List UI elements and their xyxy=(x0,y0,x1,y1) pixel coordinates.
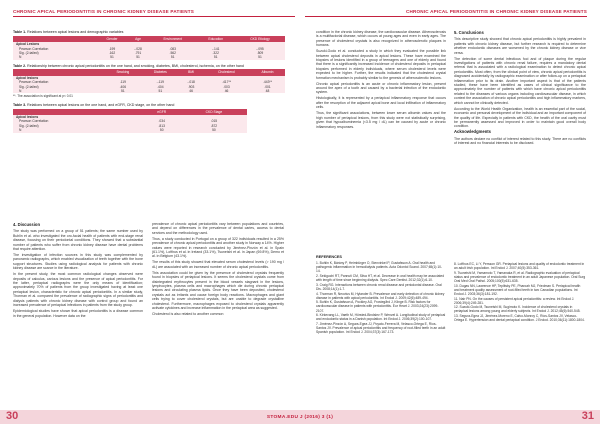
table-cell: 51 xyxy=(127,55,149,59)
table-cell: .404 xyxy=(141,85,179,89)
paragraph: According to the World Health Organization, health is an essential part of the social, economic and personal development of the individual and an important component of the quality of life. Especially in patients with CKD, the health of the oral cavity must be permanently assessed and improved in order to maintain good overall body condition. xyxy=(454,106,586,129)
table-cell: .562 xyxy=(149,51,196,55)
table1-caption: Table 1. Relations between apical lesions and demographic variables xyxy=(13,30,124,34)
table-header-cell: Albumin xyxy=(250,69,285,75)
discussion-col-2 xyxy=(152,222,284,318)
table-cell: .903 xyxy=(179,85,203,89)
header-rule xyxy=(305,16,587,17)
table-row xyxy=(13,128,247,132)
table-header-cell: eGFR xyxy=(142,109,180,115)
table-row xyxy=(13,89,285,93)
table-cell: .199 xyxy=(97,47,127,51)
page-number: 31 xyxy=(581,410,594,422)
running-header: CHRONIC APICAL PERIODONTITIS IN CHRONIC KIDNEY DISEASE PATIENTS xyxy=(405,9,587,14)
journal-citation: STOMA.EDU J (2016) 3 (1) xyxy=(266,415,334,420)
table-cell: 46 xyxy=(203,89,250,93)
header-rule xyxy=(13,16,295,17)
paragraph: Chronic apical periodontitis is an acute or chronic inflammatory lesion, present around the apex of a tooth and caused by a bacterial infection of the endodontic system. xyxy=(316,81,446,95)
table-cell: -.141 xyxy=(196,47,235,51)
paragraph: condition in the chronic kidney disease, the cardiovascular disease. Atherosclerosis is a multifactorial disease, which occurs at young ages and even in early ages. The presence of cholesterol crystals is also recognized in atherosclerotic plaques in humans. xyxy=(316,30,446,48)
table-cell: .813 xyxy=(142,124,180,128)
table2-caption: Table 2. Relationship between chronic apical periodontitis on the one hand, and smoking, diabetes, BMI, cholesterol, ischemia, on the other hand xyxy=(13,63,244,68)
reference-item: 1. Buhlin K, Bárány P, Heimbürger O, Stenvinkel P, Gustafsson A. Oral health and pathogenic inflammation in hemodialysis patients. Acta Odontol Scand. 2007;65(1):10-14. xyxy=(316,261,443,274)
paragraph: Thus, the significant associations, between lower serum albumin values and the high number of periapical lesions, from this study were not statistically surprising, given that hypoalbuminemia (<3.5 mg / dL) can be caused by acute or chronic inflammatory responses. xyxy=(316,111,446,129)
table-cell: .509 xyxy=(235,51,285,55)
table-cell: N xyxy=(13,128,142,132)
reference-item: 13. Segura-Egea JJ, Jiménez-Moreno E, Calvo-Monroy C, Ríos-Santos JV, Velasco-Ortega E. Hypertension and dental periapical condition. J Endod. 2010;36(11):1800-1804. xyxy=(454,314,585,323)
reference-item: 2. Sekiguchi RT, Pannuti CM, Silva HT, et al. Decrease in oral health may be associated with length of time since beginning dialysis. Spec Care Dentist. 2012;32(1):6-10. xyxy=(316,273,445,283)
table-cell: .034 xyxy=(142,119,180,123)
reference-item: 11. Nair PN. On the causes of persistent apical periodontitis: a review. Int Endod J. 2006;39(4):249-281. xyxy=(454,296,575,305)
reference-item: 4. Thorman R, Neovius M, Hylander B. Prevalence and early detection of chronic kidney disease in patients with apical periodontitis. Int Endod J. 2009;42(6):489-494. xyxy=(316,291,445,300)
reference-item: 9. Tsuneishi M, Yamamoto T, Yamanaka R, et al. Radiographic evaluation of periapical status and prevalence of endodontic treatment in an adult Japanese population. Oral Surg Oral Med Oral Pathol. 2005;100(5):631-635. xyxy=(454,270,586,283)
table-cell: 50 xyxy=(142,128,180,132)
paragraph: This association could be given by the presence of cholesterol crystals frequently found in biopsies of periapical lesions. It seems the cholesterol crystals come from disintegrated erythrocytes present in the blood vessels stagnant in the lesions, lymphocytes, plasma cells and macrophages which die during chronic periapical lesions and circulating plasma lipids. Once they have been deposited, cholesterol crystals act as irritants and cause foreign body reactions. Macrophages and giant cells trying to cover cholesterol crystals, but are unable to degrade crystalline cholesterol. Furthermore, macrophages exposed to cholesterol crystals apparently activate cytokines and increase inflammation in the periapical area as suggested. xyxy=(152,270,284,311)
reference-item: 5. Buhlin K, Gustafsson A, Pockley AG, Frostegård J, Klinge B. Risk factors for cardiovascular disease in patients with periodontitis. Eur Heart J. 2003;24(23):2099-2107. xyxy=(316,300,439,313)
table-cell: -.119 xyxy=(141,80,179,84)
table-cell: .015 xyxy=(181,119,247,123)
table-cell: -.095 xyxy=(235,47,285,51)
discussion-col-1 xyxy=(13,222,143,320)
table3 xyxy=(13,109,247,133)
paragraph: The investigation of infection sources in this study was complemented by panoramic radiographs, which enabled visualization of teeth together with the bone support structures. Studies using radiological analysis for patients with chronic kidney disease are scarce in the literature. xyxy=(13,253,143,271)
table-header-cell: Age xyxy=(127,36,149,42)
table-cell: Pearson Correlation xyxy=(13,80,104,84)
table-cell: .322 xyxy=(196,51,235,55)
table-cell: .001 xyxy=(250,85,285,89)
table-cell: Pearson Correlation xyxy=(13,47,97,51)
table-cell: .791 xyxy=(127,51,149,55)
table-cell: Apical Lesions xyxy=(13,42,97,46)
table-cell: 51 xyxy=(235,55,285,59)
references-left xyxy=(316,254,446,335)
discussion-heading: 4. Discussion xyxy=(13,222,40,227)
table-cell: N xyxy=(13,55,97,59)
table-row xyxy=(13,55,285,59)
table-cell: Sig. (2-tailed) xyxy=(13,85,104,89)
table-cell: Apical lesions xyxy=(13,76,104,80)
paragraph: The study was performed on a group of 51 patients; the same number used by Buhlin et al. who investigated the oro-facial health of patients with end-stage renal disease, focusing on their periodontal conditions. They showed that a substantial number of patients who suffer from chronic kidney disease have dental problems that require attention. xyxy=(13,229,143,252)
table-cell: 48 xyxy=(250,89,285,93)
table-cell: Sig. (2-tailed) xyxy=(13,124,142,128)
table-header-cell: Gender xyxy=(97,36,127,42)
table-cell: 46 xyxy=(179,89,203,93)
paragraph: The results of this study showed that elevated serum cholesterol levels (> 190 mg / dL) are associated with an increased number of chronic apical periodontitis. xyxy=(152,260,284,269)
table-cell: N xyxy=(13,89,104,93)
reference-item: 12. Suzuki-Godo M, Tsuneishi M, Sugimoto K. Incidence of cholesterol crystals in periapical lesions among young and elderly subjects. Int Endod J. 2012;45(6):540-545. xyxy=(454,305,581,314)
reference-item: 8. Lofthus EC, Li Y, Persson GR. Periapical lesions and quality of endodontic treatment in an adult Irish population. Int Endod J. 2007;40(5):353-361. xyxy=(454,262,585,271)
table-header-cell: Diabetes xyxy=(141,69,179,75)
acknowledgments-text: The authors declare no conflict of interest related to this study. There are no conflicts of interest and no financial interests to be disclosed. xyxy=(454,136,586,146)
table2-note: **. The association is significant at p< 0.01 xyxy=(13,94,73,99)
table-cell: .443** xyxy=(250,80,285,84)
tables-block xyxy=(13,30,285,135)
conclusions-col xyxy=(454,30,586,147)
table-cell: -.018 xyxy=(179,80,203,84)
table-cell: .406 xyxy=(104,85,141,89)
table-header-cell: Smoking xyxy=(104,69,141,75)
paragraph: Suzuki-Godo et al. conducted a study in which they evaluated the possible link between apical cholesterol deposits in apical lesions. These have examined the biopsies of lesions identified in a group of teenagers and one of elderly and found that there is a significantly increased incidence of cholesterol deposits in periapical biopsies performed in elderly individuals, where serum cholesterol levels were expected to be higher. Further, the results indicated that the cholesterol crystal formation mechanism is probably similar to the genesis of atherosclerotic lesions. xyxy=(316,49,446,80)
table-header-cell: Education xyxy=(196,36,235,42)
references-right xyxy=(454,262,586,323)
paragraph: prevalence of chronic apical periodontitis vary between populations and countries, and depend on differences in the prevalence of dental caries, access to dental services and the methodology used. xyxy=(152,222,284,235)
table-header-cell: CKD Stage xyxy=(181,109,247,115)
table-cell: .083 xyxy=(149,47,196,51)
table-cell: 51 xyxy=(196,55,235,59)
paragraph: Thus, a study conducted in Portugal on a group of 322 individuals resulted in a 25% prevalence of chronic apical periodontitis and another study in Norway a 14%. Higher values were reported in research conducted by Jiménez-Pinzón et al. in Spain (61.1%), Lofthus et al. in Ireland (33.1%), Tsuneishi et al. in Japan (69.8%), Demo et al. in Belgium (43.1%). xyxy=(152,236,284,259)
table-cell: -.028 xyxy=(127,47,149,51)
paragraph: This descriptive study showed that chronic apical periodontitis is highly prevalent in patients with chronic kidney disease, but further research is required to determine whether endodontic diseases are worsened by the chronic kidney disease or vice versa. xyxy=(454,37,586,55)
page-number: 30 xyxy=(6,410,19,422)
table-cell: Sig. (2-tailed) xyxy=(13,51,97,55)
table-cell: Pearson Correlation xyxy=(13,119,142,123)
table-cell: .003 xyxy=(203,85,250,89)
table-cell: 51 xyxy=(141,89,179,93)
paragraph: Histologically, it is represented by a periapical inflammatory response that occurs after the resorption of the adjacent apical bone and local infiltration of inflammatory cells. xyxy=(316,96,446,110)
table1 xyxy=(13,36,285,60)
table2 xyxy=(13,69,285,93)
table-cell: 51 xyxy=(104,89,141,93)
table-cell: .417** xyxy=(203,80,250,84)
paragraph: Epidemiological studies have shown that apical periodontitis is a disease common in the general population. However data on the xyxy=(13,309,143,318)
table-cell: Apical lesions xyxy=(13,115,142,119)
paragraph: In the present study, the most common radiological changes observed were deposits of calculus, carious lesions and the presence of apical periodontitis. For the latter, periapical radiographs were the only means of identification; approximately 70% of patients from the group investigated having at least one periapical lesion, characteristic for chronic apical periodontitis. In a similar study, Thorman et al. compared the prevalence of radiographic signs of periodontitis and dialysis patients with chronic kidney disease with control group and found an increased prevalence of periapical infections in patients from the study group. xyxy=(13,272,143,308)
paragraph: The detection of some dental infectious foci and of plaque during the regular investigations of patients with chronic renal failure, requires a mandatory dental referral that is associated with a radiological examination to detect chronic apical periodontitis. Most often, from the clinical point of view, chronic apical periodontitis is diagnosed accidentally by radiographic examination or after follow-up on a periapical inflammation prior to its drain. Another important aspect is that of the patients studied, these have been identified as cases of clinical significance to the approximately the number of patients with which have chronic apical periodontitis related to the diseases of various organs including cardiovascular disease, in which context the association of chronic apical periodontitis and high inflammatory markers, which cannot be clinically detected. xyxy=(454,56,586,105)
reference-item: 7. Jiménez-Pinzón A, Segura-Egea JJ, Poyato-Ferrera M, Velasco-Ortega E, Ríos-Santos JV. Prevalence of apical periodontitis and frequency of root-filled teeth in an adult Spanish population. Int Endod J. 2004;37(3):167-173. xyxy=(316,321,446,335)
table-header-cell: BMI xyxy=(179,69,203,75)
table-header-cell: Environment xyxy=(149,36,196,42)
table3-caption: Table 3. Relations between apical lesions on the one hand, and eGFR, CKD stage, on the other hand xyxy=(13,102,175,107)
acknowledgments-heading: Acknowledgments xyxy=(454,129,491,135)
reference-item: 10. Dugas NN, Lawrence HP, Teplitsky PE, Pharoah MJ, Friedman S. Periapical health and treatment quality assessment of root-filled teeth in two Canadian populations. Int Endod J. 2003;36(3):181-192. xyxy=(454,283,581,296)
references-heading: REFERENCES xyxy=(316,255,342,259)
table-cell: 50 xyxy=(181,128,247,132)
table-cell: .119 xyxy=(104,80,141,84)
discussion-col-3 xyxy=(316,30,446,131)
reference-item: 3. Craig RG. Interactions between chronic renal disease and periodontal disease. Oral Dis. 2008;14(1):1-7. xyxy=(316,282,442,291)
running-header: CHRONIC APICAL PERIODONTITIS IN CHRONIC KIDNEY DISEASE PATIENTS xyxy=(13,9,195,14)
table-cell: 51 xyxy=(97,55,127,59)
table-header-cell: Cholesterol xyxy=(203,69,250,75)
table-cell: 51 xyxy=(149,55,196,59)
conclusions-heading: 5. Conclusions xyxy=(454,30,484,35)
table-cell: .872 xyxy=(181,124,247,128)
paragraph: Cholesterol is also related to another common xyxy=(152,312,224,317)
table-header-cell: CKD Etiology xyxy=(235,36,285,42)
reference-item: 6. Kirkevang LL, Vaeth M, Hörsted-Bindslev P, Wenzel A. Longitudinal study of periapical and endodontic status in a Danish population. Int Endod J. 2006;39(2):100-107. xyxy=(316,313,446,322)
table-cell: .162 xyxy=(97,51,127,55)
